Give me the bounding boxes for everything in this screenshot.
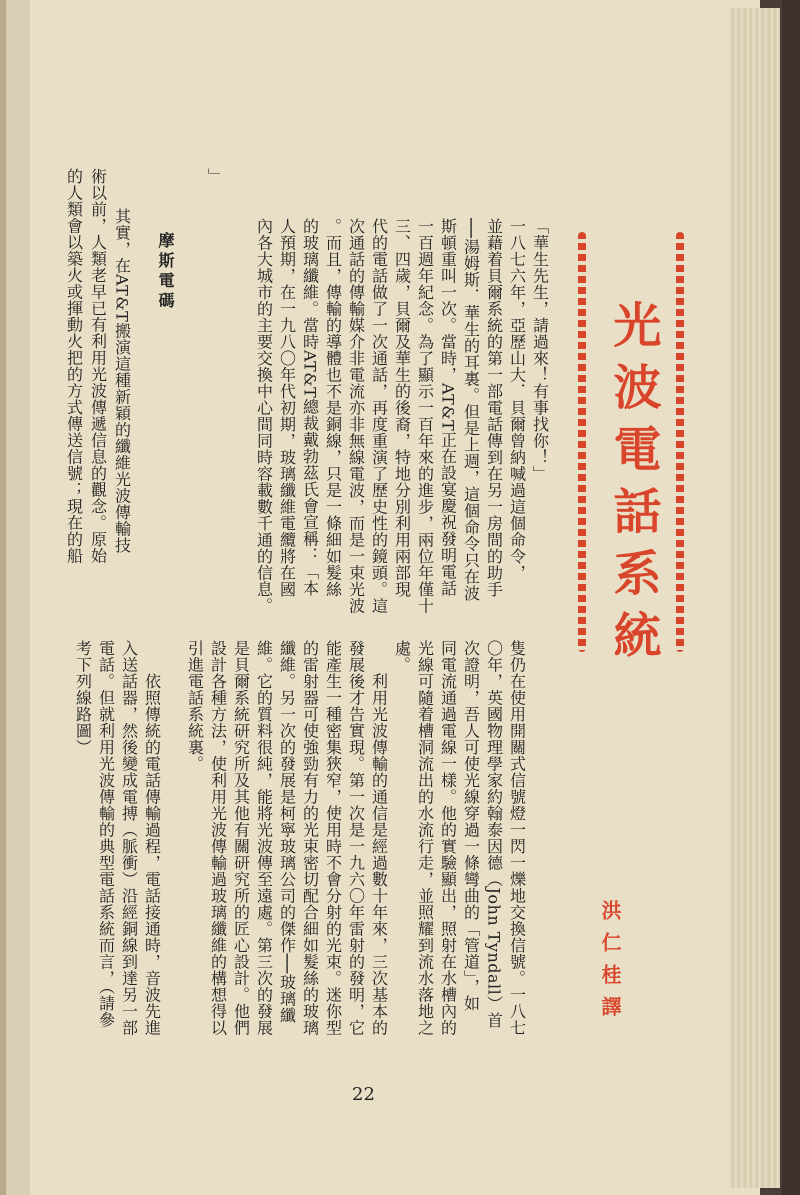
book-binding (782, 0, 800, 1195)
translator-credit: 洪仁桂譯 (598, 900, 622, 1028)
title-ornament-right (676, 232, 684, 652)
page-number: 22 (352, 1084, 375, 1105)
article-title: 光波電話系統 (605, 300, 661, 672)
page-stack-edges (730, 8, 780, 1188)
title-ornament-left (578, 232, 586, 652)
section-heading: 摩斯電碼 (156, 232, 175, 312)
opening-quote: 「華生先生，請過來！有事找你！」 (530, 218, 550, 482)
facing-page-edge (0, 0, 30, 1195)
